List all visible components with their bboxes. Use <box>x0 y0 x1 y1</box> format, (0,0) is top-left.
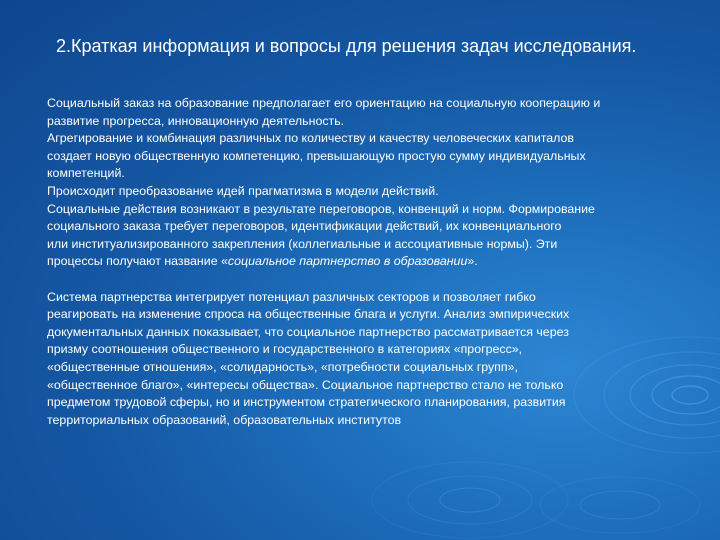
text-line: предметом трудовой сферы, но и инструментом стратегического планирования, развития <box>47 395 566 410</box>
text-line: социального заказа требует переговоров, идентификации действий, их конвенциального <box>47 219 562 234</box>
text-line: Агрегирование и комбинация различных по количеству и качеству человеческих капиталов <box>47 131 575 146</box>
text-line: Происходит преобразование идей прагматизма в модели действий. <box>47 183 439 198</box>
text-line-prefix: процессы получают название « <box>47 254 228 269</box>
paragraph-social-actions <box>47 201 687 271</box>
text-line: призму соотношения общественного и государственного в категориях «прогресс», <box>47 342 523 357</box>
text-line: Система партнерства интегрирует потенциал различных секторов и позволяет гибко <box>47 289 536 304</box>
text-line: или институализированного закрепления (коллегиальные и ассоциативные нормы). Эти <box>47 236 558 251</box>
emphasis-term: социальное партнерство в образовании <box>227 254 468 269</box>
text-line: компетенций. <box>47 166 125 181</box>
text-line: развитие прогресса, инновационную деятельность. <box>47 113 345 128</box>
text-line: реагировать на изменение спроса на общественные блага и услуги. Анализ эмпирических <box>47 307 570 322</box>
slide-title: 2.Краткая информация и вопросы для решения задач исследования. <box>56 36 637 56</box>
text-line: Социальный заказ на образование предполагает его ориентацию на социальную кооперацию и <box>47 96 601 110</box>
paragraph-pragmatism <box>47 183 687 201</box>
text-line: Социальные действия возникают в результате переговоров, конвенций и норм. Формирование <box>47 201 595 216</box>
text-line: «общественное благо», «интересы общества». Социальное партнерство стало не только <box>47 377 564 392</box>
text-line: документальных данных показывает, что социальное партнерство рассматривается через <box>47 324 569 339</box>
text-line: территориальных образований, образовательных институтов <box>47 412 402 427</box>
slide-body <box>47 95 687 429</box>
text-line-suffix: ». <box>467 254 478 269</box>
paragraph-partnership-system <box>47 289 687 430</box>
text-line: создает новую общественную компетенцию, превышающую простую сумму индивидуальных <box>47 148 586 163</box>
paragraph-aggregation <box>47 130 687 183</box>
text-line: «общественные отношения», «солидарность», «потребности социальных групп», <box>47 359 518 374</box>
paragraph-social-order <box>47 95 687 130</box>
